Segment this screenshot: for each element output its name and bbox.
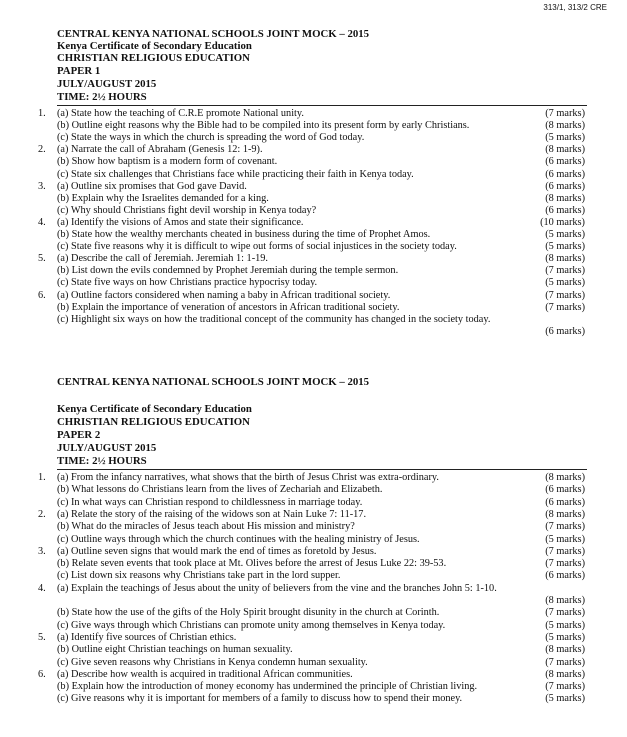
p2-subject: CHRISTIAN RELIGIOUS EDUCATION: [57, 416, 250, 428]
p1-exam-name: Kenya Certificate of Secondary Education: [57, 40, 252, 52]
p1-time: TIME: 2½ HOURS: [57, 91, 147, 103]
question-text: (b) Explain why the Israelites demanded for a king.: [57, 192, 269, 204]
question-text: (a) State how the teaching of C.R.E promote National unity.: [57, 108, 304, 119]
question-text: (b) What do the miracles of Jesus teach about His mission and ministry?: [57, 521, 355, 533]
p1-school-title: CENTRAL KENYA NATIONAL SCHOOLS JOINT MOCK – 2015: [57, 28, 370, 40]
p2-question-line: [0, 498, 627, 510]
question-marks: (6 marks): [545, 570, 585, 582]
p1-question-line: [0, 182, 627, 194]
question-text: (a) Narrate the call of Abraham (Genesis 12: 1-9).: [57, 144, 263, 156]
p1-question-line: [0, 157, 627, 169]
p2-question-line: [0, 584, 627, 596]
question-number: 5.: [38, 631, 46, 643]
p2-question-line: [0, 535, 627, 547]
question-number: 6.: [38, 668, 46, 680]
question-marks: (8 marks): [545, 120, 585, 132]
question-text: (a) Relate the story of the raising of the widows son at Nain Luke 7: 11-17.: [57, 508, 367, 520]
question-text: (b) What lessons do Christians learn from the lives of Zechariah and Elizabeth.: [57, 484, 383, 496]
p2-paper-number: PAPER 2: [57, 429, 101, 441]
question-text: (c) State five ways on how Christians practice hypocrisy today.: [57, 277, 318, 289]
p2-question-line: [0, 473, 627, 485]
p2-question-line: [0, 522, 627, 534]
question-marks: (5 marks): [545, 693, 585, 705]
question-marks: (7 marks): [545, 265, 585, 277]
question-marks: (7 marks): [545, 545, 585, 557]
question-text: (a) Identify the visions of Amos and state their significance.: [57, 216, 304, 228]
question-text: (c) Give reasons why it is important for members of a family to discuss how to spend their money.: [57, 693, 463, 705]
question-marks: (5 marks): [545, 619, 585, 631]
p1-question-line: [0, 303, 627, 315]
p2-question-line: [0, 547, 627, 559]
question-text: (b) State how the use of the gifts of the Holy Spirit brought disunity in the church at Corinth.: [57, 607, 440, 619]
question-number: 5.: [38, 253, 46, 265]
question-marks: (5 marks): [545, 533, 585, 545]
p2-question-line: [0, 645, 627, 657]
question-text: (b) Outline eight Christian teachings on human sexuality.: [57, 644, 293, 656]
question-marks: (7 marks): [545, 656, 585, 668]
question-text: (b) List down the evils condemned by Prophet Jeremiah during the temple sermon.: [57, 265, 399, 277]
question-marks: (7 marks): [545, 558, 585, 570]
question-text: (c) List down six reasons why Christians take part in the lord supper.: [57, 570, 341, 582]
question-number: 2.: [38, 508, 46, 520]
question-text: (c) Outline ways through which the church continues with the healing ministry of Jesus.: [57, 533, 420, 545]
p1-question-line: [0, 206, 627, 218]
question-number: 4.: [38, 582, 46, 594]
question-marks: (7 marks): [545, 301, 585, 313]
p1-question-line: [0, 291, 627, 303]
question-marks: (7 marks): [545, 521, 585, 533]
question-marks: (8 marks): [545, 472, 585, 483]
question-number: 3.: [38, 180, 46, 192]
p1-subject: CHRISTIAN RELIGIOUS EDUCATION: [57, 52, 250, 64]
question-text: (a) Outline seven signs that would mark the end of times as foretold by Jesus.: [57, 545, 377, 557]
question-marks: (7 marks): [545, 607, 585, 619]
p2-divider: [57, 469, 587, 470]
p1-question-line: [0, 278, 627, 290]
question-marks: (6 marks): [545, 325, 585, 337]
question-marks: (8 marks): [545, 144, 585, 156]
question-number: 1.: [38, 472, 46, 483]
question-marks: (8 marks): [545, 644, 585, 656]
p2-question-line: [0, 621, 627, 633]
question-number: 3.: [38, 545, 46, 557]
paper-code: 313/1, 313/2 CRE: [543, 3, 607, 12]
question-text: (a) Explain the teachings of Jesus about the unity of believers from the vine and the branches John 5: 1-10.: [57, 582, 497, 594]
question-marks: (8 marks): [545, 595, 585, 606]
p2-question-line: [0, 694, 627, 706]
question-text: (a) Describe the call of Jeremiah. Jeremiah 1: 1-19.: [57, 253, 268, 265]
question-text: (b) Relate seven events that took place at Mt. Olives before the arrest of Jesus Luke 22: 39-53.: [57, 558, 447, 570]
p1-question-line: [0, 170, 627, 182]
question-text: (b) Outline eight reasons why the Bible had to be compiled into its present form by early Christians.: [57, 120, 470, 132]
p2-question-line: [0, 633, 627, 645]
p2-question-line: [0, 510, 627, 522]
p2-question-line: [0, 682, 627, 694]
question-text: (c) Why should Christians fight devil worship in Kenya today?: [57, 204, 317, 216]
question-marks: (6 marks): [545, 204, 585, 216]
question-marks: (7 marks): [545, 108, 585, 119]
question-text: (a) Describe how wealth is acquired in traditional African communities.: [57, 668, 353, 680]
question-number: 4.: [38, 216, 46, 228]
question-number: 1.: [38, 108, 46, 119]
question-text: (c) State the ways in which the church is spreading the word of God today.: [57, 132, 365, 144]
question-text: (c) State six challenges that Christians face while practicing their faith in Kenya today.: [57, 168, 414, 180]
p1-question-line: [0, 194, 627, 206]
p2-question-line: [0, 571, 627, 583]
p1-question-line: [0, 327, 627, 339]
question-text: (b) Show how baptism is a modern form of covenant.: [57, 156, 278, 168]
question-marks: (5 marks): [545, 631, 585, 643]
question-marks: (8 marks): [545, 253, 585, 265]
question-number: 6.: [38, 289, 46, 301]
question-marks: (5 marks): [545, 229, 585, 240]
p1-date: JULY/AUGUST 2015: [57, 78, 157, 90]
question-text: (a) Identify five sources of Christian ethics.: [57, 631, 237, 643]
question-marks: (6 marks): [545, 156, 585, 168]
p2-question-line: [0, 608, 627, 620]
question-text: (c) State five reasons why it is difficult to wipe out forms of social injustices in the society today.: [57, 241, 457, 253]
question-text: (a) From the infancy narratives, what shows that the birth of Jesus Christ was extra-ordinary.: [57, 472, 439, 483]
question-number: 2.: [38, 144, 46, 156]
question-marks: (7 marks): [545, 681, 585, 693]
p2-school-title: CENTRAL KENYA NATIONAL SCHOOLS JOINT MOCK – 2015: [57, 376, 370, 388]
question-marks: (8 marks): [545, 508, 585, 520]
question-text: (c) Give seven reasons why Christians in Kenya condemn human sexuality.: [57, 656, 368, 668]
p1-paper-number: PAPER 1: [57, 65, 101, 77]
question-text: (b) Explain how the introduction of money economy has undermined the principle of Christian living.: [57, 681, 478, 693]
question-marks: (5 marks): [545, 241, 585, 253]
p1-divider: [57, 105, 587, 106]
question-text: (b) State how the wealthy merchants cheated in business during the time of Prophet Amos.: [57, 229, 431, 240]
question-text: (b) Explain the importance of veneration of ancestors in African traditional society.: [57, 301, 400, 313]
question-text: (c) In what ways can Christian respond to childlessness in marriage today.: [57, 496, 363, 508]
question-marks: (5 marks): [545, 132, 585, 144]
p2-question-line: [0, 670, 627, 682]
p2-date: JULY/AUGUST 2015: [57, 442, 157, 454]
question-marks: (7 marks): [545, 289, 585, 301]
question-text: (c) Highlight six ways on how the traditional concept of the community has changed in the society today.: [57, 313, 491, 325]
p2-question-line: [0, 559, 627, 571]
question-text: (a) Outline factors considered when naming a baby in African traditional society.: [57, 289, 391, 301]
p2-question-line: [0, 658, 627, 670]
question-text: (c) Give ways through which Christians can promote unity among themselves in Kenya today.: [57, 619, 446, 631]
question-marks: (6 marks): [545, 496, 585, 508]
p1-question-line: [0, 315, 627, 327]
question-marks: (6 marks): [545, 180, 585, 192]
question-marks: (8 marks): [545, 192, 585, 204]
p2-exam-name: Kenya Certificate of Secondary Education: [57, 403, 252, 415]
question-text: (a) Outline six promises that God gave David.: [57, 180, 247, 192]
p2-time: TIME: 2½ HOURS: [57, 455, 147, 467]
p2-question-line: [0, 596, 627, 608]
p2-question-line: [0, 485, 627, 497]
question-marks: (5 marks): [545, 277, 585, 289]
question-marks: (6 marks): [545, 484, 585, 496]
question-marks: (6 marks): [545, 168, 585, 180]
question-marks: (10 marks): [540, 216, 585, 228]
question-marks: (8 marks): [545, 668, 585, 680]
